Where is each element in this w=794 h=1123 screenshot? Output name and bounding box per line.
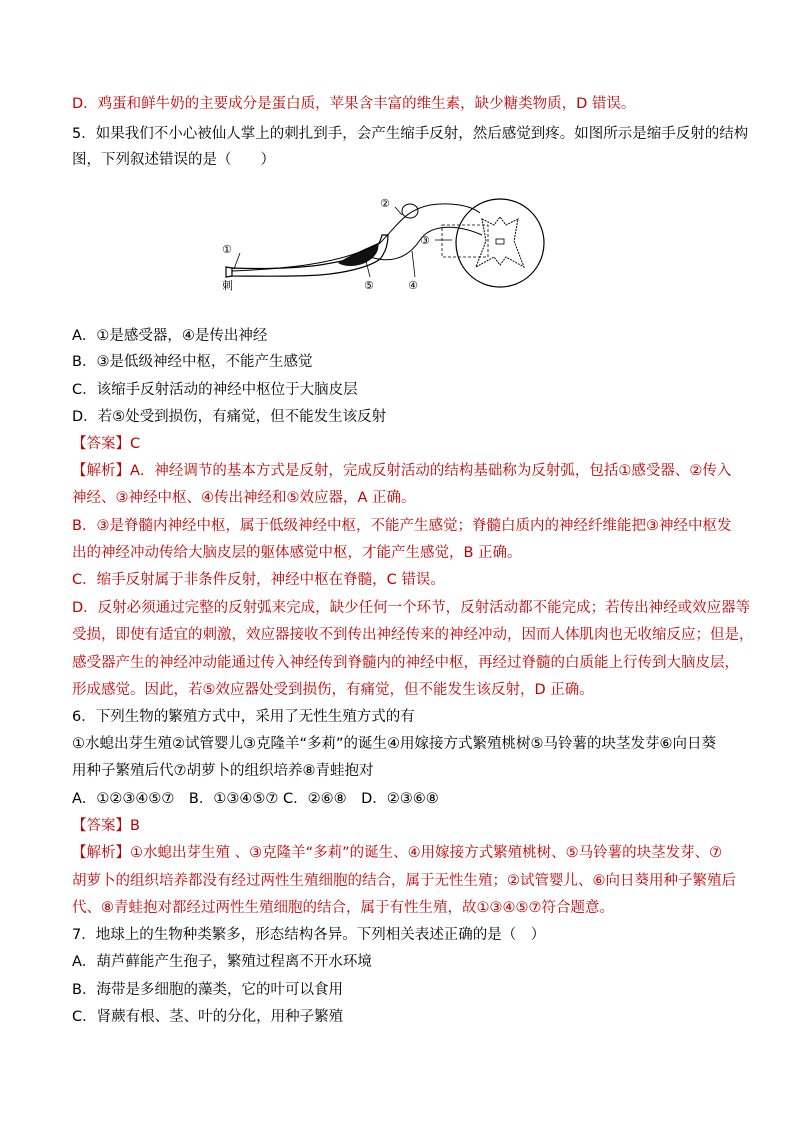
q5-option-d: D．若⑤处受到损伤，有痛觉，但不能发生该反射 [72, 409, 387, 425]
q6-analysis-line3: 代、⑧青蛙抱对都经过两性生殖细胞的结合，属于有性生殖，故①③④⑤⑦符合题意。 [72, 900, 614, 916]
label-thorn: 刺 [222, 279, 233, 292]
q6-items-line1: ①水螅出芽生殖②试管婴儿③克隆羊“多莉”的诞生④用嫁接方式繁殖桃树⑤马铃薯的块茎发芽⑥向日葵 [72, 736, 717, 752]
label-effector: ⑤ [364, 279, 374, 292]
q5-analysis-line1: 【解析】A．神经调节的基本方式是反射，完成反射活动的结构基础称为反射弧，包括①感受器、②传入 [72, 463, 732, 479]
q7-stem: 7．地球上的生物种类繁多，形态结构各异。下列相关表述正确的是（ ） [72, 927, 546, 943]
q6-items-line2: 用种子繁殖后代⑦胡萝卜的组织培养⑧青蛙抱对 [72, 763, 374, 779]
q5-stem-line1: 5．如果我们不小心被仙人掌上的刺扎到手，会产生缩手反射，然后感觉到疼。如图所示是缩手反射的结构 [72, 126, 749, 142]
q7-option-b: B．海带是多细胞的藻类，它的叶可以食用 [72, 982, 343, 998]
reflex-arc-figure [220, 195, 550, 295]
q5-analysis-line9: 形成感觉。因此，若⑤效应器处受到损伤，有痛觉，但不能发生该反射，D 正确。 [72, 682, 594, 698]
ganglion [402, 204, 418, 218]
q6-analysis-line1: 【解析】①水螅出芽生殖 、③克隆羊“多莉”的诞生、④用嫁接方式繁殖桃树、⑤马铃薯的块茎发芽、⑦ [72, 845, 723, 861]
q5-option-c: C．该缩手反射活动的神经中枢位于大脑皮层 [72, 382, 358, 398]
q6-analysis-line2: 胡萝卜的组织培养都没有经过两性生殖细胞的结合，属于无性生殖；②试管婴儿、⑥向日葵用种子繁殖后 [72, 873, 736, 889]
q5-analysis-line7: 受损，即使有适宜的刺激，效应器接收不到传出神经传来的神经冲动，因而人体肌肉也无收缩反应；但是， [72, 627, 754, 643]
label-receptor: ① [222, 243, 232, 256]
q7-option-c: C．肾蕨有根、茎、叶的分化，用种子繁殖 [72, 1009, 344, 1025]
label-center: ③ [420, 234, 430, 247]
prev-question-option-d: D．鸡蛋和鲜牛奶的主要成分是蛋白质，苹果含丰富的维生素，缺少糖类物质，D 错误。 [72, 96, 636, 112]
q7-option-a: A．葫芦藓能产生孢子，繁殖过程离不开水环境 [72, 954, 372, 970]
q5-option-b: B．③是低级神经中枢，不能产生感觉 [72, 354, 313, 370]
q6-answer: 【答案】B [72, 818, 140, 834]
q5-answer: 【答案】C [72, 436, 141, 452]
label-afferent: ② [380, 197, 390, 210]
q5-analysis-line3: B．③是脊髓内神经中枢，属于低级神经中枢，不能产生感觉；脊髓白质内的神经纤维能把③神经中枢发 [72, 518, 732, 534]
q5-option-a: A．①是感受器，④是传出神经 [72, 328, 268, 344]
nerve-center-box [442, 225, 488, 257]
central-canal [496, 239, 504, 244]
q6-stem: 6．下列生物的繁殖方式中，采用了无性生殖方式的有 [72, 709, 415, 725]
q5-analysis-line5: C．缩手反射属于非条件反射，神经中枢在脊髓，C 错误。 [72, 572, 445, 588]
spinal-cord-section [456, 199, 544, 287]
q5-analysis-line2: 神经、③神经中枢、④传出神经和⑤效应器，A 正确。 [72, 490, 416, 506]
q6-options: A．①②③④⑤⑦ B．①③④⑤⑦ C．②⑥⑧ D．②③⑥⑧ [72, 791, 439, 807]
grey-matter [476, 217, 524, 267]
q5-stem-line2: 图，下列叙述错误的是（ ） [72, 152, 275, 168]
q5-analysis-line4: 出的神经冲动传给大脑皮层的躯体感觉中枢，才能产生感觉，B 正确。 [72, 545, 522, 561]
q5-analysis-line8: 感受器产生的神经冲动能通过传入神经传到脊髓内的神经中枢，再经过脊髓的白质能上行传到大脑皮层， [72, 655, 739, 671]
label-efferent: ④ [408, 279, 418, 292]
hand [226, 267, 232, 277]
q5-analysis-line6: D．反射必须通过完整的反射弧来完成，缺少任何一个环节，反射活动都不能完成；若传出神经或效应器等 [72, 600, 751, 616]
